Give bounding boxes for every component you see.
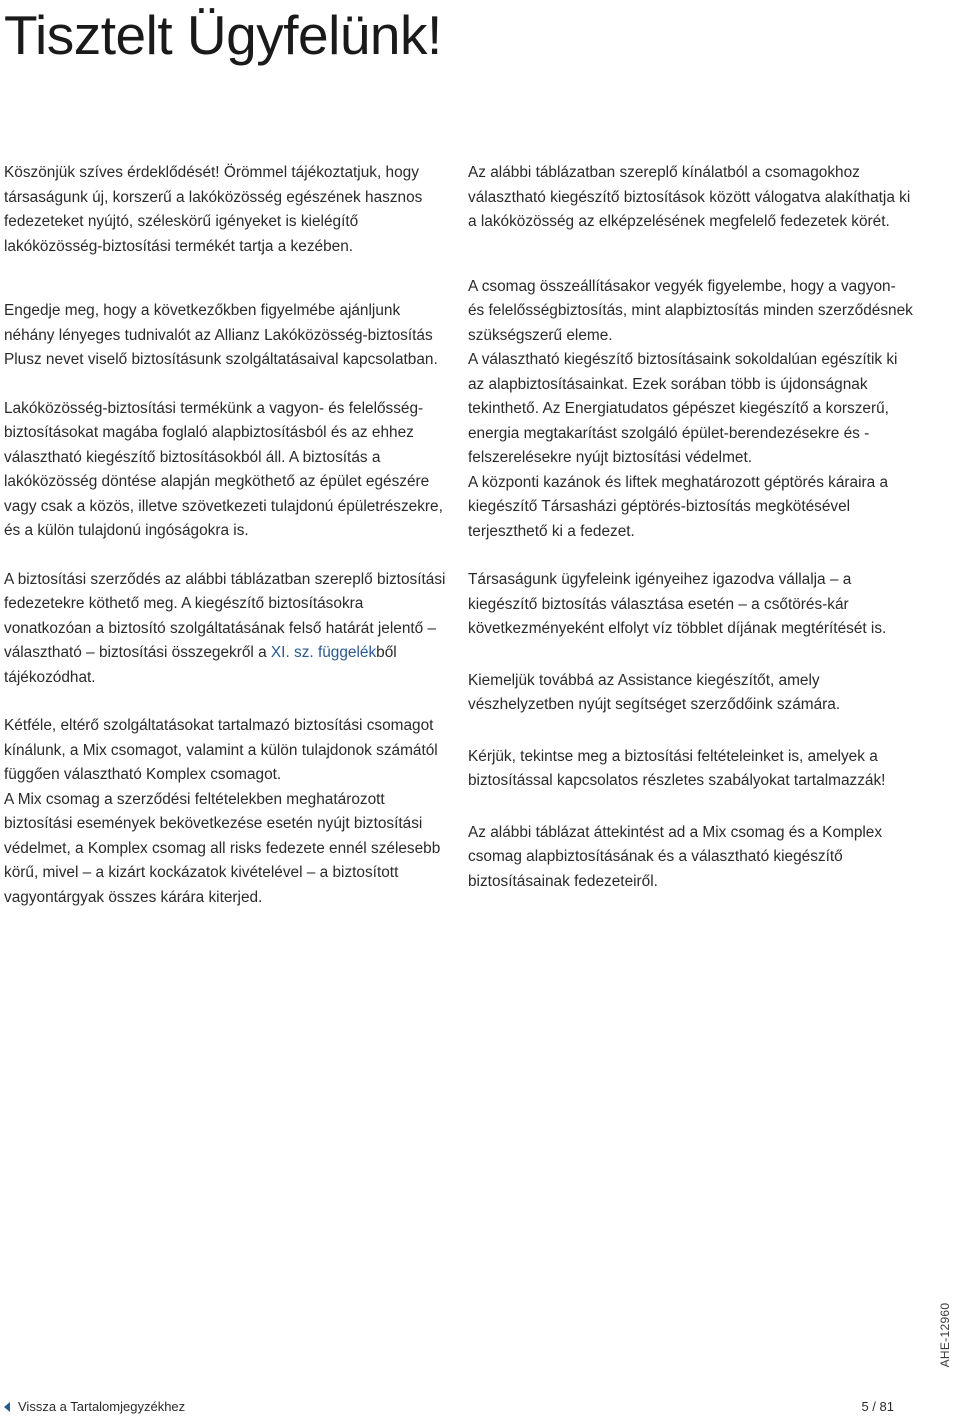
paragraph: A választható kiegészítő biztosításaink sokoldalúan egészítik ki az alapbiztosításainkat. Ezek sorában több is újdonságnak tekinthető. Az Energiatudatos gépészet kiegészítő a korszerű, energia megtakarítást szolgáló épület-berendezésekre és -felszerelésekre nyújt biztosítási védelmet.	[468, 351, 898, 466]
paragraph: Társaságunk ügyfeleink igényeihez igazodva vállalja – a kiegészítő biztosítás választása esetén – a csőtörés-kár következményeként elfolyt víz többlet díjának megtérítését is.	[468, 571, 887, 637]
paragraph-text: A biztosítási szerződés az alábbi táblázatban szereplő biztosítási fedezetekre köthető meg. A kiegészítő biztosításokra vonatkozóan a biztosító szolgáltatásának felső határát jelentő – választható – biztosítási összegekről a	[4, 570, 446, 661]
document-code	[934, 1303, 956, 1367]
appendix-link[interactable]: XI. sz. függelék	[270, 644, 377, 661]
paragraph: A központi kazánok és liftek meghatározott géptörés káraira a kiegészítő Társasházi géptörés-biztosítás megkötésével terjeszthető ki a fedezet.	[468, 473, 889, 540]
left-column	[4, 161, 454, 910]
paragraph-text-end: ből tájékozódhat.	[4, 644, 397, 686]
paragraph	[4, 568, 454, 691]
paragraph: Az alábbi táblázat áttekintést ad a Mix csomag és a Komplex csomag alapbiztosításának és a választható kiegészítő biztosításainak fedezeteiről.	[468, 823, 883, 890]
paragraph: Kétféle, eltérő szolgáltatásokat tartalmazó biztosítási csomagot kínálunk, a Mix csomagot, valamint a külön tulajdonok számától függően választható Komplex csomagot.	[4, 717, 438, 783]
paragraph: A csomag összeállításakor vegyék figyelembe, hogy a vagyon- és felelősségbiztosítás, mint alapbiztosítás minden szerződésnek szükségszerű eleme.	[468, 277, 913, 344]
page-number: 5 / 81	[861, 1399, 894, 1414]
document-code-text: AHE-12960	[938, 1302, 952, 1368]
paragraph: A Mix csomag a szerződési feltételekben meghatározott biztosítási események bekövetkezése esetén nyújt biztosítási védelmet, a Komplex csomag all risks fedezete ennél szélesebb körű, mivel – a kizárt kockázatok kivételével – a biztosított vagyontárgyak összes kárára kiterjed.	[4, 790, 441, 906]
back-to-contents-link[interactable]	[4, 1399, 185, 1414]
paragraph: Kiemeljük továbbá az Assistance kiegészítőt, amely vészhelyzetben nyújt segítséget szerződőink számára.	[468, 671, 841, 713]
paragraph: Engedje meg, hogy a következőkben figyelmébe ajánljunk néhány lényeges tudnivalót az Allianz Lakóközösség-biztosítás Plusz nevet viselő biztosításunk szolgáltatásaival kapcsolatban.	[4, 302, 438, 368]
triangle-left-icon	[4, 1402, 10, 1412]
paragraph: Lakóközösség-biztosítási termékünk a vagyon- és felelősség-biztosításokat magába foglaló alapbiztosításból és az ehhez választható kiegészítő biztosításokból áll. A biztosítás a lakóközösség döntése alapján megköthető az épület egészére vagy csak a közös, illetve szövetkezeti tulajdonú épületrészekre, és a külön tulajdonú ingóságokra is.	[4, 399, 443, 539]
intro-paragraph: Köszönjük szíves érdeklődését! Örömmel tájékoztatjuk, hogy társaságunk új, korszerű a lakóközösség egészének hasznos fedezeteket nyújtó, széleskörű igényeket is kielégítő lakóközösség-biztosítási termékét tartja a kezében.	[4, 164, 423, 255]
paragraph: Kérjük, tekintse meg a biztosítási feltételeinket is, amelyek a biztosítással kapcsolatos részletes szabályokat tartalmazzák!	[468, 747, 886, 789]
paragraph: Az alábbi táblázatban szereplő kínálatból a csomagokhoz választható kiegészítő biztosítások között válogatva alakíthatja ki a lakóközösség az elképzelésének megfelelő fedezetek körét.	[468, 164, 911, 230]
back-to-contents-label: Vissza a Tartalomjegyzékhez	[18, 1399, 186, 1414]
page-title: Tisztelt Ügyfelünk!	[4, 4, 442, 66]
right-column	[468, 161, 913, 894]
